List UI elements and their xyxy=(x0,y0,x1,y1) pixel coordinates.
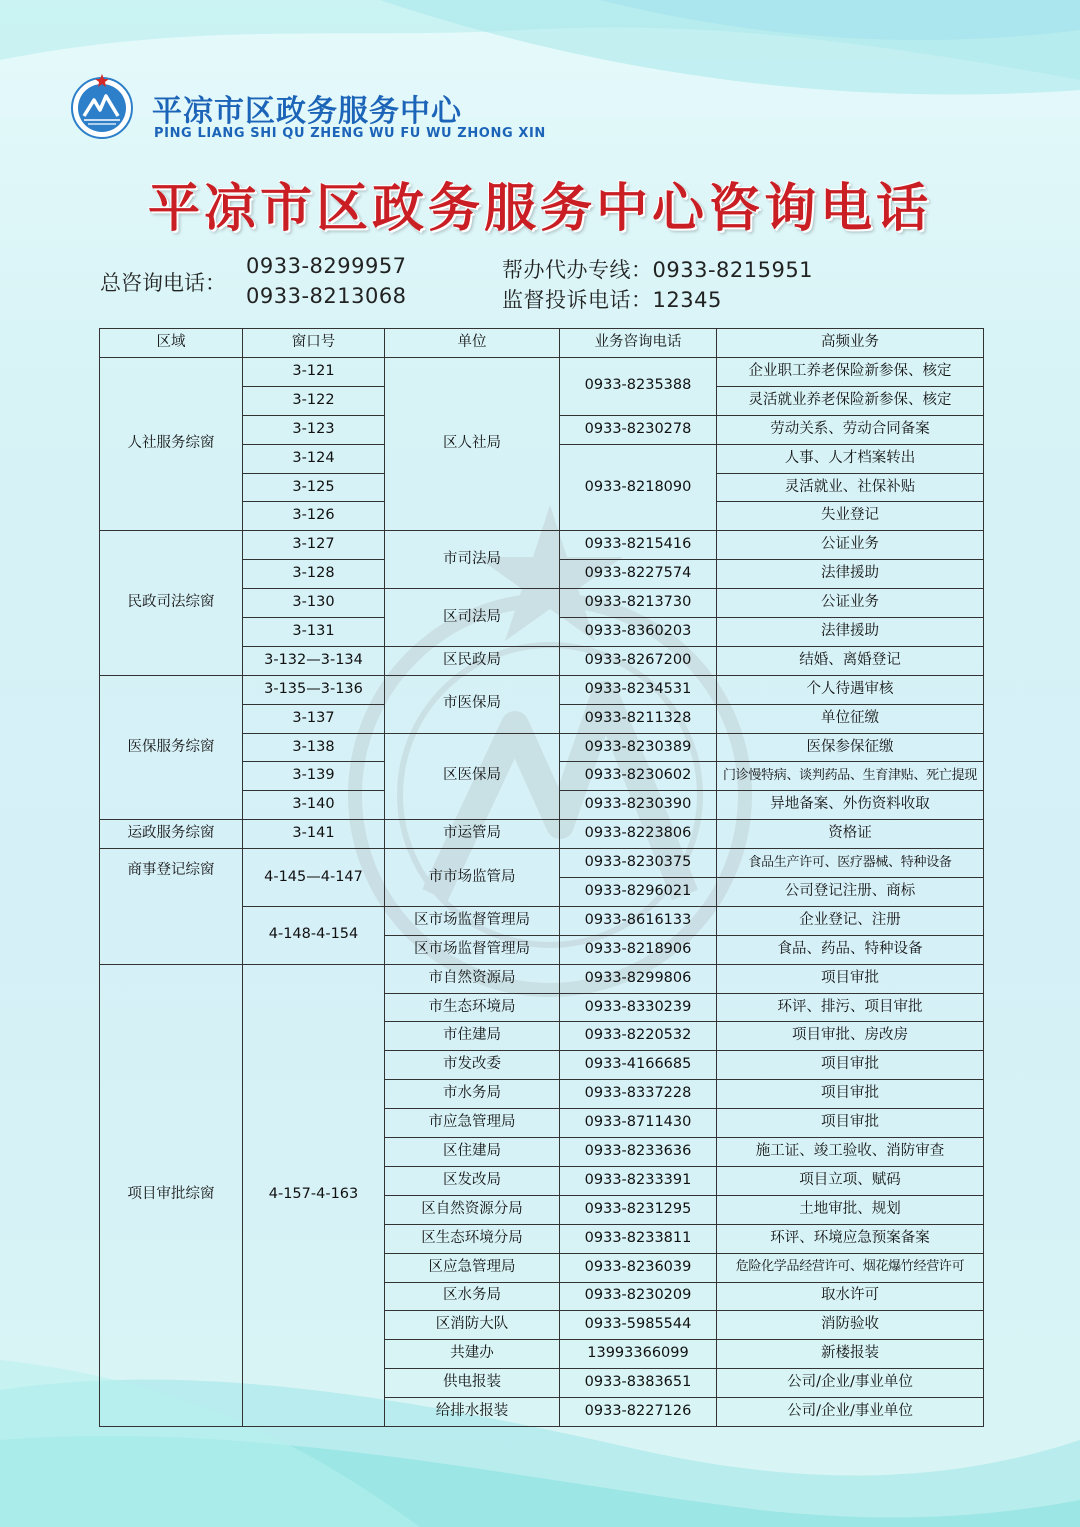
unit-cell: 市市场监管局 xyxy=(385,849,560,907)
unit-cell: 区应急管理局 xyxy=(385,1253,560,1282)
unit-cell: 市自然资源局 xyxy=(385,964,560,993)
area-cell: 运政服务综窗 xyxy=(100,820,243,849)
general-phone-2: 0933-8213068 xyxy=(246,284,407,308)
general-phone-label: 总咨询电话： xyxy=(100,271,226,295)
service-cell: 项目审批 xyxy=(717,1109,984,1138)
col-header-unit: 单位 xyxy=(385,329,560,358)
service-cell: 食品生产许可、医疗器械、特种设备 xyxy=(717,849,984,878)
window-cell: 3-135—3-136 xyxy=(243,675,385,704)
window-cell: 3-124 xyxy=(243,444,385,473)
unit-cell: 区市场监督管理局 xyxy=(385,935,560,964)
phone-cell: 0933-8235388 xyxy=(560,358,717,416)
unit-cell: 市发改委 xyxy=(385,1051,560,1080)
phone-cell: 0933-8220532 xyxy=(560,1022,717,1051)
phone-cell: 0933-8230209 xyxy=(560,1282,717,1311)
unit-cell: 区司法局 xyxy=(385,589,560,647)
service-cell: 项目立项、赋码 xyxy=(717,1166,984,1195)
window-cell: 3-139 xyxy=(243,762,385,791)
unit-cell: 市生态环境局 xyxy=(385,993,560,1022)
unit-cell: 市住建局 xyxy=(385,1022,560,1051)
service-cell: 门诊慢特病、谈判药品、生育津贴、死亡提现 xyxy=(717,762,984,791)
phone-cell: 0933-8299806 xyxy=(560,964,717,993)
page-title: 平凉市区政务服务中心咨询电话 xyxy=(147,179,932,239)
phone-cell: 0933-8233636 xyxy=(560,1138,717,1167)
service-cell: 取水许可 xyxy=(717,1282,984,1311)
phone-cell: 13993366099 xyxy=(560,1340,717,1369)
col-header-service: 高频业务 xyxy=(717,329,984,358)
phone-cell: 0933-8711430 xyxy=(560,1109,717,1138)
unit-cell: 区发改局 xyxy=(385,1166,560,1195)
unit-cell: 市运管局 xyxy=(385,820,560,849)
assist-line: 帮办代办专线：0933-8215951 xyxy=(502,258,814,282)
window-cell: 3-128 xyxy=(243,560,385,589)
table-row xyxy=(100,820,984,849)
general-phone-1: 0933-8299957 xyxy=(246,254,407,278)
phone-cell: 0933-8230602 xyxy=(560,762,717,791)
window-cell: 3-123 xyxy=(243,415,385,444)
service-cell: 结婚、离婚登记 xyxy=(717,646,984,675)
org-name-cn: 平凉市区政务服务中心 xyxy=(152,94,462,129)
unit-cell: 区医保局 xyxy=(385,733,560,820)
phone-cell: 0933-8211328 xyxy=(560,704,717,733)
phone-cell: 0933-8227574 xyxy=(560,560,717,589)
window-cell: 3-132—3-134 xyxy=(243,646,385,675)
area-cell: 人社服务综窗 xyxy=(100,358,243,531)
phone-cell: 0933-8233811 xyxy=(560,1224,717,1253)
service-cell: 异地备案、外伤资料收取 xyxy=(717,791,984,820)
unit-cell: 区自然资源分局 xyxy=(385,1195,560,1224)
table-row xyxy=(100,849,984,878)
unit-cell: 共建办 xyxy=(385,1340,560,1369)
unit-cell: 区市场监督管理局 xyxy=(385,906,560,935)
unit-cell: 区人社局 xyxy=(385,358,560,531)
service-cell: 单位征缴 xyxy=(717,704,984,733)
area-cell: 项目审批综窗 xyxy=(100,964,243,1426)
service-cell: 企业登记、注册 xyxy=(717,906,984,935)
service-cell: 危险化学品经营许可、烟花爆竹经营许可 xyxy=(717,1253,984,1282)
phone-cell: 0933-8616133 xyxy=(560,906,717,935)
phone-cell: 0933-5985544 xyxy=(560,1311,717,1340)
table-row xyxy=(100,964,984,993)
window-cell: 3-141 xyxy=(243,820,385,849)
phone-cell: 0933-8213730 xyxy=(560,589,717,618)
logo-icon xyxy=(68,72,136,140)
org-name-en: PING LIANG SHI QU ZHENG WU FU WU ZHONG XIN xyxy=(154,126,546,141)
unit-cell: 区民政局 xyxy=(385,646,560,675)
window-cell: 4-157-4-163 xyxy=(243,964,385,1426)
window-cell: 3-127 xyxy=(243,531,385,560)
window-cell: 3-122 xyxy=(243,386,385,415)
phone-cell: 0933-8218090 xyxy=(560,444,717,531)
unit-cell: 区消防大队 xyxy=(385,1311,560,1340)
service-cell: 资格证 xyxy=(717,820,984,849)
table-header-row xyxy=(100,329,984,358)
phone-cell: 0933-8230389 xyxy=(560,733,717,762)
service-cell: 食品、药品、特种设备 xyxy=(717,935,984,964)
service-cell: 灵活就业养老保险新参保、核定 xyxy=(717,386,984,415)
service-cell: 公证业务 xyxy=(717,589,984,618)
phone-cell: 0933-8296021 xyxy=(560,878,717,907)
phone-cell: 0933-8223806 xyxy=(560,820,717,849)
phone-cell: 0933-8231295 xyxy=(560,1195,717,1224)
contact-block xyxy=(100,250,980,314)
service-cell: 项目审批、房改房 xyxy=(717,1022,984,1051)
phone-cell: 0933-8227126 xyxy=(560,1398,717,1427)
complaint-line: 监督投诉电话：12345 xyxy=(502,288,722,312)
window-cell: 4-145—4-147 xyxy=(243,849,385,907)
service-cell: 公司/企业/事业单位 xyxy=(717,1369,984,1398)
phone-cell: 0933-8230375 xyxy=(560,849,717,878)
phone-cell: 0933-4166685 xyxy=(560,1051,717,1080)
service-cell: 项目审批 xyxy=(717,1080,984,1109)
table-row xyxy=(100,531,984,560)
window-cell: 3-125 xyxy=(243,473,385,502)
col-header-area: 区域 xyxy=(100,329,243,358)
service-cell: 施工证、竣工验收、消防审查 xyxy=(717,1138,984,1167)
phone-cell: 0933-8330239 xyxy=(560,993,717,1022)
service-cell: 失业登记 xyxy=(717,502,984,531)
phone-cell: 0933-8360203 xyxy=(560,618,717,647)
service-cell: 劳动关系、劳动合同备案 xyxy=(717,415,984,444)
table-row xyxy=(100,675,984,704)
service-cell: 项目审批 xyxy=(717,964,984,993)
phone-cell: 0933-8233391 xyxy=(560,1166,717,1195)
service-cell: 项目审批 xyxy=(717,1051,984,1080)
window-cell: 3-137 xyxy=(243,704,385,733)
window-cell: 3-121 xyxy=(243,358,385,387)
phone-cell: 0933-8230278 xyxy=(560,415,717,444)
area-cell: 医保服务综窗 xyxy=(100,675,243,819)
service-cell: 医保参保征缴 xyxy=(717,733,984,762)
phone-cell: 0933-8267200 xyxy=(560,646,717,675)
area-cell: 商事登记综窗 xyxy=(100,849,243,965)
service-cell: 公司登记注册、商标 xyxy=(717,878,984,907)
service-cell: 灵活就业、社保补贴 xyxy=(717,473,984,502)
table-row xyxy=(100,358,984,387)
unit-cell: 区生态环境分局 xyxy=(385,1224,560,1253)
unit-cell: 区住建局 xyxy=(385,1138,560,1167)
area-cell: 民政司法综窗 xyxy=(100,531,243,675)
window-cell: 3-140 xyxy=(243,791,385,820)
window-cell: 3-130 xyxy=(243,589,385,618)
phone-cell: 0933-8218906 xyxy=(560,935,717,964)
service-cell: 消防验收 xyxy=(717,1311,984,1340)
col-header-window: 窗口号 xyxy=(243,329,385,358)
unit-cell: 区水务局 xyxy=(385,1282,560,1311)
phone-cell: 0933-8236039 xyxy=(560,1253,717,1282)
service-cell: 法律援助 xyxy=(717,618,984,647)
service-cell: 公证业务 xyxy=(717,531,984,560)
window-cell: 4-148-4-154 xyxy=(243,906,385,964)
window-cell: 3-126 xyxy=(243,502,385,531)
phone-cell: 0933-8215416 xyxy=(560,531,717,560)
unit-cell: 市水务局 xyxy=(385,1080,560,1109)
unit-cell: 市医保局 xyxy=(385,675,560,733)
service-phone-table xyxy=(99,328,984,1427)
service-cell: 个人待遇审核 xyxy=(717,675,984,704)
window-cell: 3-138 xyxy=(243,733,385,762)
unit-cell: 供电报装 xyxy=(385,1369,560,1398)
service-cell: 土地审批、规划 xyxy=(717,1195,984,1224)
unit-cell: 给排水报装 xyxy=(385,1398,560,1427)
service-cell: 法律援助 xyxy=(717,560,984,589)
phone-cell: 0933-8234531 xyxy=(560,675,717,704)
unit-cell: 市应急管理局 xyxy=(385,1109,560,1138)
col-header-phone: 业务咨询电话 xyxy=(560,329,717,358)
phone-cell: 0933-8383651 xyxy=(560,1369,717,1398)
service-cell: 新楼报装 xyxy=(717,1340,984,1369)
phone-cell: 0933-8337228 xyxy=(560,1080,717,1109)
service-cell: 人事、人才档案转出 xyxy=(717,444,984,473)
unit-cell: 市司法局 xyxy=(385,531,560,589)
phone-cell: 0933-8230390 xyxy=(560,791,717,820)
service-cell: 公司/企业/事业单位 xyxy=(717,1398,984,1427)
window-cell: 3-131 xyxy=(243,618,385,647)
service-cell: 环评、排污、项目审批 xyxy=(717,993,984,1022)
service-cell: 企业职工养老保险新参保、核定 xyxy=(717,358,984,387)
service-cell: 环评、环境应急预案备案 xyxy=(717,1224,984,1253)
